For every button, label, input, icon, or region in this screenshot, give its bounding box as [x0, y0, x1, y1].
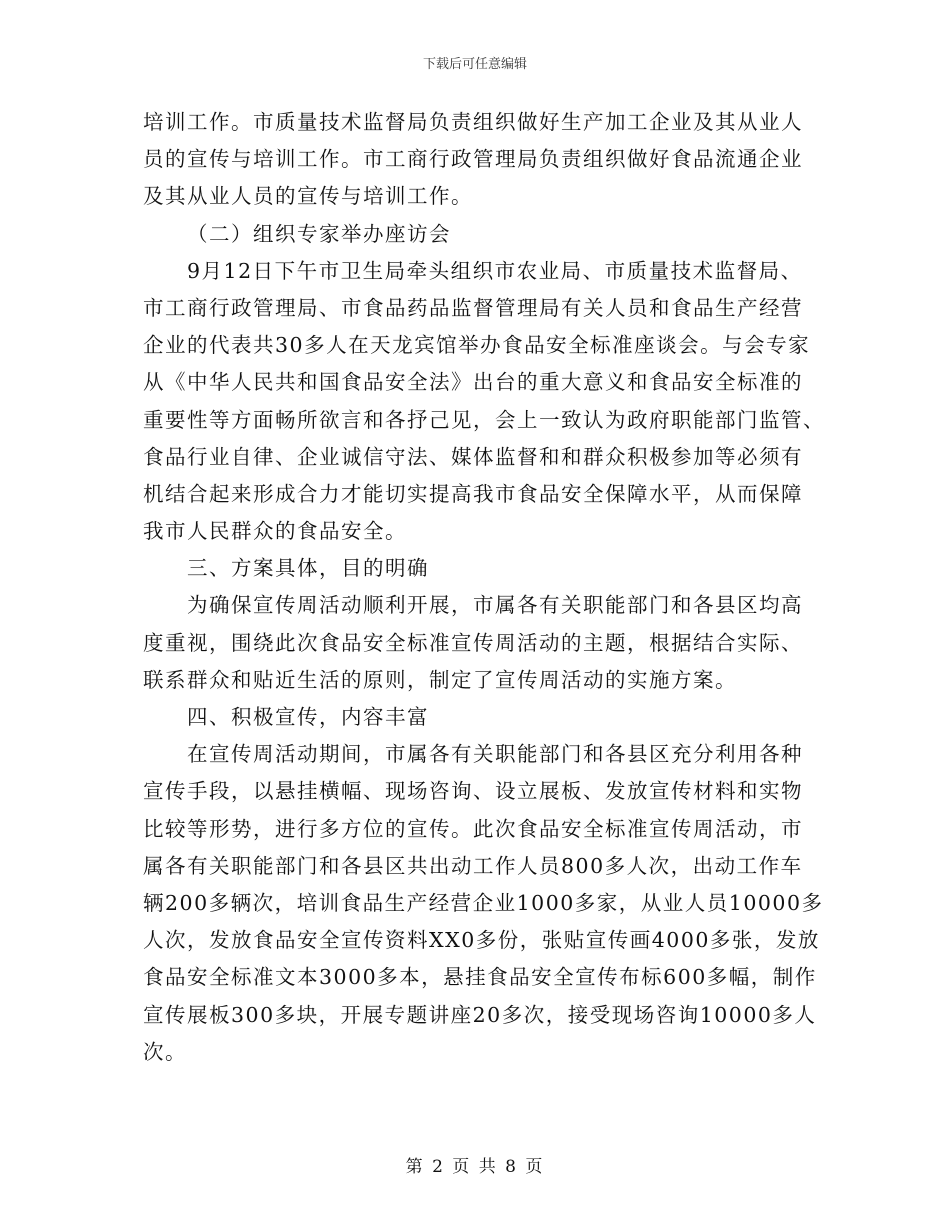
text-line: 9月12日下午市卫生局牵头组织市农业局、市质量技术监督局、 — [187, 258, 803, 283]
document-body — [143, 104, 823, 1071]
text-line: （二）组织专家举办座访会 — [187, 221, 451, 246]
text-line: 从《中华人民共和国食品安全法》出台的重大意义和食品安全标准的 — [143, 370, 803, 395]
text-line: 我市人民群众的食品安全。 — [143, 519, 407, 544]
text-line: 度重视，围绕此次食品安全标准宣传周活动的主题，根据结合实际、 — [143, 630, 803, 655]
text-line: 食品安全标准文本3000多本，悬挂食品安全宣传布标600多幅，制作 — [143, 965, 817, 990]
text-line: 辆200多辆次，培训食品生产经营企业1000多家，从业人员10000多 — [143, 890, 824, 915]
text-line: 重要性等方面畅所欲言和各抒己见，会上一致认为政府职能部门监管、 — [143, 407, 825, 432]
text-line: 人次，发放食品安全宣传资料XX0多份，张贴宣传画4000多张，发放 — [143, 928, 820, 953]
text-line: 企业的代表共30多人在天龙宾馆举办食品安全标准座谈会。与会专家 — [143, 333, 811, 358]
page-footer: 第 2 页 共 8 页 — [405, 1157, 545, 1177]
text-line: 在宣传周活动期间，市属各有关职能部门和各县区充分利用各种 — [187, 742, 803, 767]
text-line: 及其从业人员的宣传与培训工作。 — [143, 184, 473, 209]
text-line: 宣传展板300多块，开展专题讲座20多次，接受现场咨询10000多人 — [143, 1002, 817, 1027]
text-line: 培训工作。市质量技术监督局负责组织做好生产加工企业及其从业人 — [143, 110, 803, 134]
page-header: 下载后可任意编辑 — [422, 57, 527, 72]
text-line: 食品行业自律、企业诚信守法、媒体监督和和群众积极参加等必须有 — [143, 444, 803, 469]
text-line: 市工商行政管理局、市食品药品监督管理局有关人员和食品生产经营 — [143, 295, 803, 320]
text-line: 次。 — [143, 1039, 187, 1064]
text-line: 四、积极宣传，内容丰富 — [187, 705, 429, 729]
text-line: 属各有关职能部门和各县区共出动工作人员800多人次，出动工作车 — [143, 853, 803, 878]
text-line: 机结合起来形成合力才能切实提高我市食品安全保障水平，从而保障 — [143, 481, 803, 506]
text-line: 比较等形势，进行多方位的宣传。此次食品安全标准宣传周活动，市 — [143, 816, 803, 841]
text-line: 员的宣传与培训工作。市工商行政管理局负责组织做好食品流通企业 — [143, 147, 803, 172]
text-line: 宣传手段，以悬挂横幅、现场咨询、设立展板、发放宣传材料和实物 — [143, 779, 803, 804]
text-line: 联系群众和贴近生活的原则，制定了宣传周活动的实施方案。 — [143, 667, 737, 692]
text-line: 为确保宣传周活动顺利开展，市属各有关职能部门和各县区均高 — [187, 593, 803, 618]
text-line: 三、方案具体，目的明确 — [187, 556, 429, 581]
